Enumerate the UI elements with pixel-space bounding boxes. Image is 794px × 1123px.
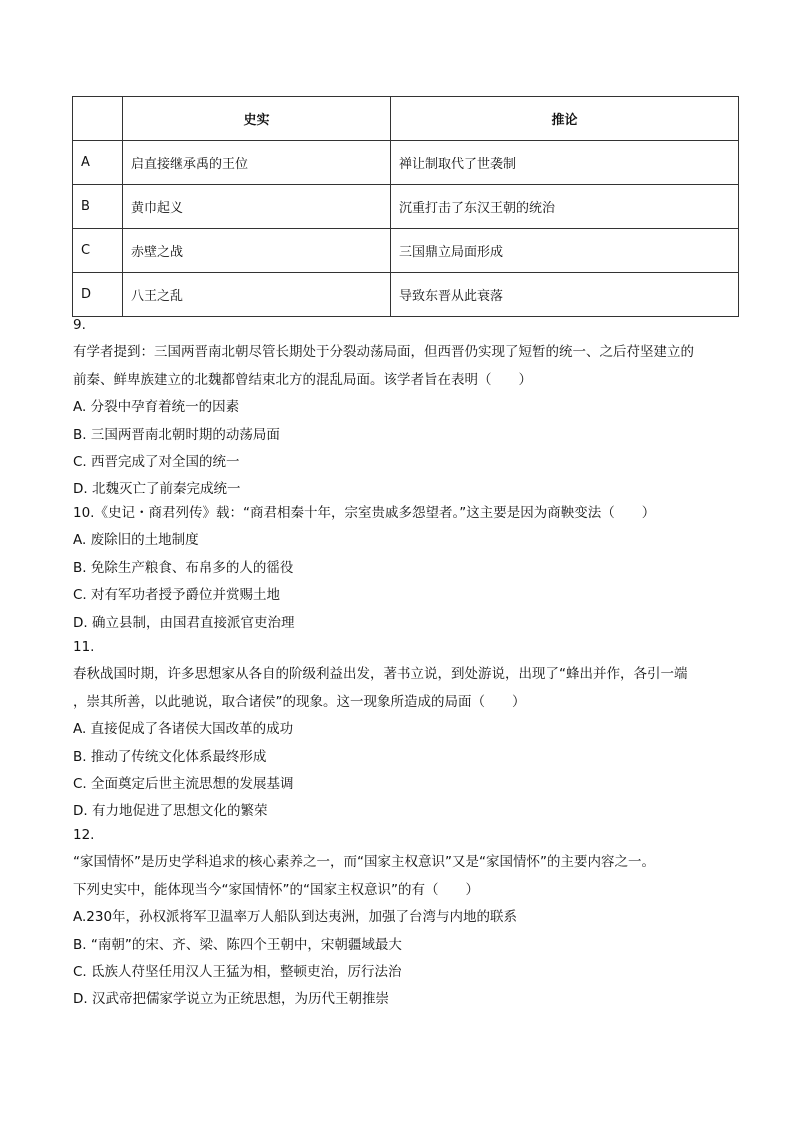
answer-option-c[interactable]: C. 全面奠定后世主流思想的发展基调: [73, 776, 294, 793]
question-12: [73, 822, 743, 1014]
answer-option-b[interactable]: B. 推动了传统文化体系最终形成: [73, 748, 267, 765]
table-cell-fact: 黄巾起义: [123, 185, 391, 229]
answer-option-a[interactable]: A.230年，孙权派将军卫温率万人船队到达夷洲，加强了台湾与内地的联系: [73, 909, 518, 926]
question-number: 11.: [73, 639, 95, 655]
answer-option-c[interactable]: C. 对有军功者授予爵位并赏赐土地: [73, 587, 281, 604]
answer-option-d[interactable]: D. 汉武帝把儒家学说立为正统思想，为历代王朝推崇: [73, 991, 389, 1008]
history-facts-table: [72, 96, 739, 317]
table-cell-fact: 启直接继承禹的王位: [123, 141, 391, 185]
table-cell-option: C: [73, 229, 123, 273]
answer-option-d[interactable]: D. 确立县制，由国君直接派官吏治理: [73, 614, 295, 631]
question-10: [73, 500, 743, 637]
answer-option-c[interactable]: C. 氐族人苻坚任用汉人王猛为相，整顿吏治，厉行法治: [73, 964, 402, 981]
question-stem: 春秋战国时期，许多思想家从各自的阶级利益出发，著书立说，到处游说，出现了“蜂出并作，各引一端: [73, 666, 688, 683]
question-11: [73, 634, 743, 826]
table-cell-inference: 禅让制取代了世袭制: [391, 141, 739, 185]
question-stem: 下列史实中，能体现当今“家国情怀”的“国家主权意识”的有（ ）: [73, 881, 479, 898]
table-cell-option: A: [73, 141, 123, 185]
answer-option-b[interactable]: B. 三国两晋南北朝时期的动荡局面: [73, 426, 280, 443]
question-number: 12.: [73, 827, 95, 843]
table-cell-fact: 赤壁之战: [123, 229, 391, 273]
answer-option-b[interactable]: B. “南朝”的宋、齐、梁、陈四个王朝中，宋朝疆域最大: [73, 936, 402, 953]
table-row: [73, 273, 739, 317]
answer-option-a[interactable]: A. 直接促成了各诸侯大国改革的成功: [73, 721, 294, 738]
answer-option-d[interactable]: D. 有力地促进了思想文化的繁荣: [73, 803, 268, 820]
table-cell-inference: 沉重打击了东汉王朝的统治: [391, 185, 739, 229]
answer-option-a[interactable]: A. 废除旧的土地制度: [73, 532, 199, 549]
table-cell-fact: 八王之乱: [123, 273, 391, 317]
question-number: 9.: [73, 317, 86, 333]
answer-option-a[interactable]: A. 分裂中孕育着统一的因素: [73, 399, 240, 416]
table-header-fact: 史实: [123, 97, 391, 141]
table-header-inference: 推论: [391, 97, 739, 141]
table-row: [73, 185, 739, 229]
answer-option-b[interactable]: B. 免除生产粮食、布帛多的人的徭役: [73, 559, 294, 576]
table-header-row: [73, 97, 739, 141]
table-cell-option: D: [73, 273, 123, 317]
table-cell-option: B: [73, 185, 123, 229]
question-stem: ，崇其所善，以此驰说，取合诸侯”的现象。这一现象所造成的局面（ ）: [73, 693, 526, 710]
answer-option-d[interactable]: D. 北魏灭亡了前秦完成统一: [73, 481, 241, 498]
table-cell-inference: 导致东晋从此衰落: [391, 273, 739, 317]
question-stem: 前秦、鲜卑族建立的北魏都曾结束北方的混乱局面。该学者旨在表明（ ）: [73, 371, 532, 388]
table-cell-inference: 三国鼎立局面形成: [391, 229, 739, 273]
answer-option-c[interactable]: C. 西晋完成了对全国的统一: [73, 454, 240, 471]
question-stem: 10.《史记・商君列传》载：“商君相秦十年，宗室贵戚多怨望者。”这主要是因为商鞅变法（ ）: [73, 505, 656, 521]
question-stem: 有学者提到：三国两晋南北朝尽管长期处于分裂动荡局面，但西晋仍实现了短暂的统一、之后苻坚建立的: [73, 344, 694, 361]
table-header-blank: [73, 97, 123, 141]
question-stem: “家国情怀”是历史学科追求的核心素养之一，而“国家主权意识”又是“家国情怀”的主要内容之一。: [73, 854, 655, 871]
table-row: [73, 141, 739, 185]
question-9: [73, 312, 743, 504]
table-row: [73, 229, 739, 273]
